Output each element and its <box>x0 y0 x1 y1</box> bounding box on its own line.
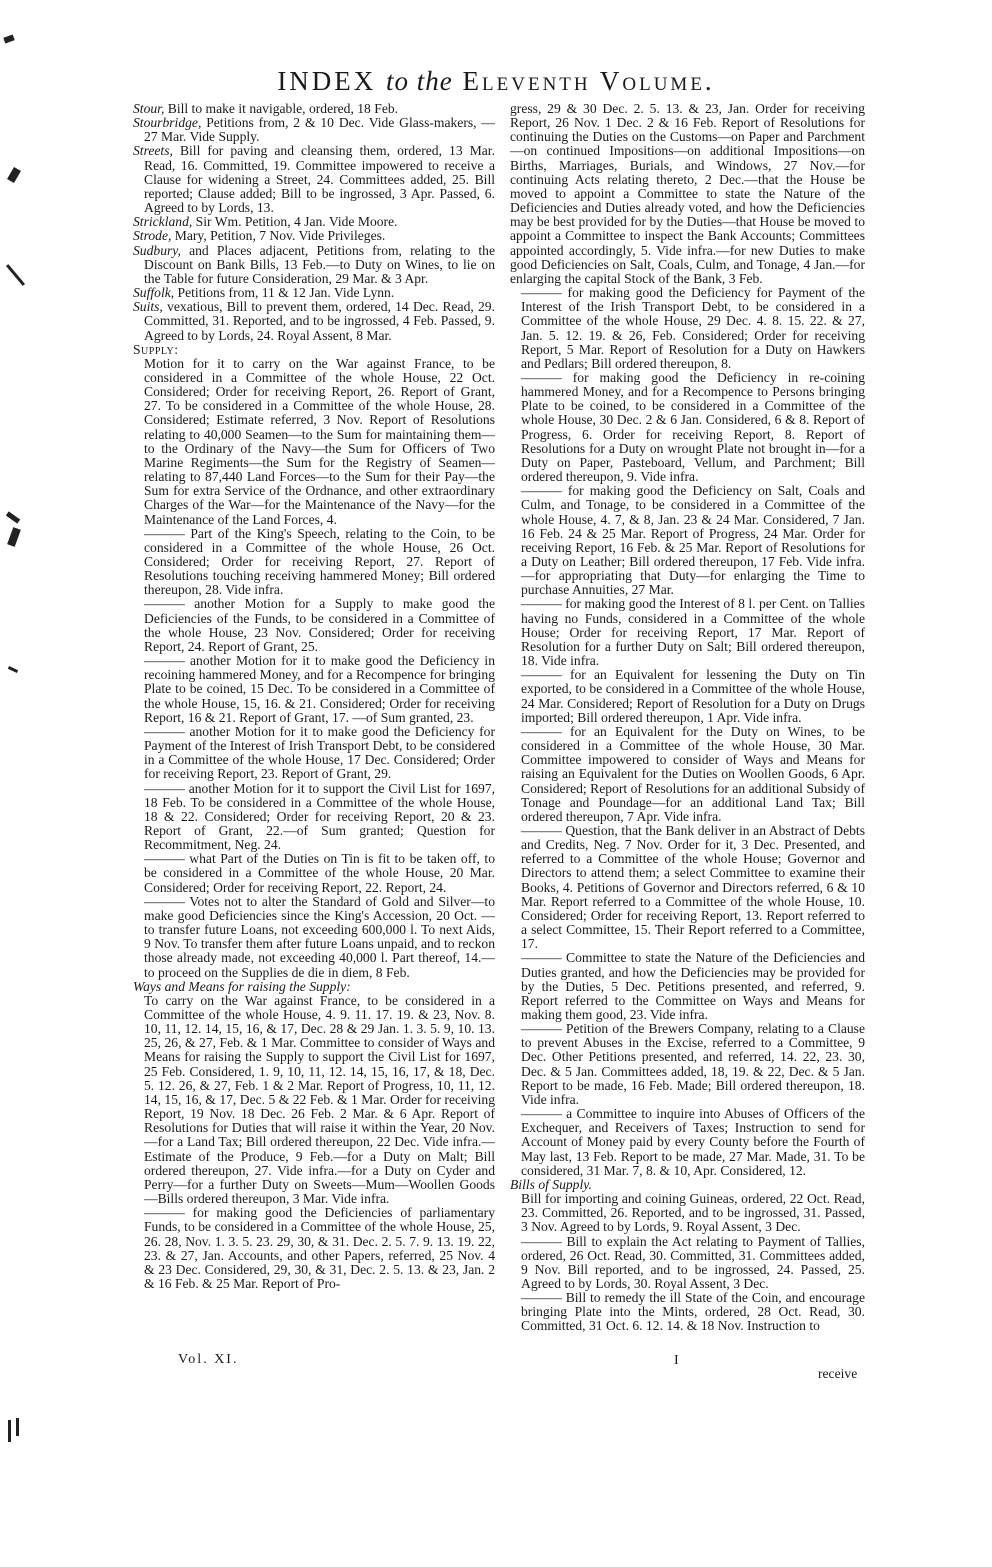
entry-rule: ——— <box>521 596 562 612</box>
index-entry <box>133 895 495 980</box>
entry-text: for making good the Deficiency in re-coining hammered Money, and for a Recompence to Persons bringing Plate to be coined, to be considered in a Committee of the whole House, 30 Dec. 2 & 6 Jan. Considered, 6 & 8. Report of Progress, 6. Order for receiving Report, 8. Report of Resolutions for a Duty on wrought Plate not brought in—for a Duty on Paper, Pasteboard, Vellum, and Parchment; Bill ordered thereupon, 9. Vide infra. <box>521 369 865 485</box>
entry-text: Petitions from, 11 & 12 Jan. Vide Lynn. <box>174 285 395 301</box>
volume-number: Vol. XI. <box>178 1352 239 1367</box>
entry-rule: ——— <box>144 780 185 796</box>
entry-text: another Motion for it to make good the Deficiency in recoining hammered Money, and for a Recompence for bringing Plate to be coined, 15 Dec. To be considered in a Committee of the whole House, 15, 16. & 21. Considered; Order for receiving Report, 16 & 21. Report of Grant, 17. —of Sum granted, 23. <box>144 653 495 725</box>
entry-text: vexatious, Bill to prevent them, ordered, 14 Dec. Read, 29. Committed, 31. Reported, and to be ingrossed, 4 Feb. Passed, 9. Agreed to by Lords, 24. Royal Assent, 8 Mar. <box>144 299 495 343</box>
signature-mark: I <box>674 1353 679 1368</box>
entry-text: Ways and Means for raising the Supply: <box>133 978 351 994</box>
page-title <box>0 64 992 98</box>
entry-rule: ——— <box>144 1205 185 1221</box>
entry-heading: Strode, <box>133 228 172 244</box>
title-to-the: to the <box>386 66 453 96</box>
index-entry <box>510 1022 865 1107</box>
entry-text: gress, 29 & 30 Dec. 2. 5. 13. & 23, Jan. Order for receiving Report, 26 Nov. 1 Dec. 2 & 16 Feb. Report of Resolutions for continuing the Duties on the Customs—on Paper and Parchment—on continued Impositions—on additional Impositions—on Births, Marriages, Burials, and Windows, 27 Nov.—for continuing Acts relating thereto, 2 Dec.—that the House be moved to appoint a Committee to state the Nature of the Deficiencies and Duties already voted, and how the Deficiencies may be best provided for by the Duties—that House be moved to appoint a Committee to inspect the Bank Accounts; Committees appointed accordingly, 5. Vide infra.—for new Duties to make good Deficiencies on Salt, Coals, Culm, and Tonage, 4 Jan.—for enlarging the capital Stock of the Bank, 3 Feb. <box>510 102 865 286</box>
right-column <box>510 102 865 1364</box>
index-entry <box>133 343 495 357</box>
index-entry <box>510 668 865 725</box>
index-entry <box>133 286 495 300</box>
index-entry <box>133 144 495 215</box>
margin-mark-wedge <box>6 511 20 523</box>
index-entry <box>133 852 495 894</box>
entry-heading: Suits, <box>133 299 163 315</box>
entry-text: Sir Wm. Petition, 4 Jan. Vide Moore. <box>192 214 398 230</box>
entry-text: a Committee to inquire into Abuses of Officers of the Exchequer, and Receivers of Taxes; Instruction to send for Account of Money paid by every County before the Fourth of May last, 13 Feb. Report to be made, 27 Mar. Made, 31. To be considered, 31 Mar. 7, 8. & 10, Apr. Considered, 12. <box>521 1106 865 1178</box>
entry-rule: ——— <box>521 1021 562 1037</box>
index-entry <box>133 980 495 994</box>
entry-text: what Part of the Duties on Tin is fit to be taken off, to be considered in a Committee of the whole House, 20 Mar. Considered; Order for receiving Report, 22. Report, 24. <box>144 851 495 895</box>
index-entry <box>133 357 495 527</box>
entry-rule: ——— <box>521 1233 562 1249</box>
index-entry <box>133 244 495 286</box>
entry-rule: ——— <box>521 950 562 966</box>
entry-text: Bill for importing and coining Guineas, ordered, 22 Oct. Read, 23. Committed, 26. Reported, and to be ingrossed, 31. Passed, 3 Nov. Agreed to by Lords, 9. Royal Assent, 3 Dec. <box>521 1191 865 1235</box>
index-entry <box>510 484 865 597</box>
index-entry <box>133 725 495 782</box>
title-index: INDEX <box>277 66 377 96</box>
index-entry <box>510 286 865 371</box>
index-entry <box>510 597 865 668</box>
entry-heading: Sudbury, <box>133 242 181 258</box>
index-entry <box>510 1107 865 1178</box>
entry-text: Petitions from, 2 & 10 Dec. Vide Glass-makers, —27 Mar. Vide Supply. <box>144 115 495 145</box>
entry-text: for making good the Deficiencies of parliamentary Funds, to be considered in a Committee of the whole House, 25, 26. 28, Nov. 1. 3. 5. 23. 29, 30, & 31. Dec. 2. 5. 7. 9. 13. 19. 22, 23. & 27, Jan. Accounts, and other Papers, referred, 25 Nov. 4 & 23 Dec. Considered, 29, 30, & 31, Dec. 2. 5. 13. & 23, Jan. 2 & 16 Feb. & 25 Mar. Report of Pro- <box>144 1205 495 1291</box>
entry-text: Mary, Petition, 7 Nov. Vide Privileges. <box>171 228 386 244</box>
entry-heading: Suffolk, <box>133 285 175 301</box>
index-entry <box>510 1192 865 1234</box>
entry-rule: ——— <box>521 369 562 385</box>
entry-text: Supply: <box>133 341 179 357</box>
entry-rule: ——— <box>144 596 185 612</box>
entry-heading: Streets, <box>133 143 173 159</box>
entry-heading: Strickland, <box>133 214 193 230</box>
left-column <box>133 102 495 1364</box>
entry-text: another Motion for it to make good the Deficiency for Payment of the Interest of Irish Transport Debt, to be considered in a Committee of the whole House, 17 Dec. Considered; Order for receiving Report, 23. Report of Grant, 29. <box>144 723 495 782</box>
entry-text: Bill to explain the Act relating to Payment of Tallies, ordered, 26 Oct. Read, 30. Committed, 31. Committees added, 9 Nov. Bill reported, and to be ingrossed, 24. Passed, 25. Agreed to by Lords, 30. Royal Assent, 3 Dec. <box>521 1233 865 1291</box>
index-entry <box>510 371 865 484</box>
entry-text: Votes not to alter the Standard of Gold and Silver—to make good Deficiencies since the King's Accession, 20 Oct. —to transfer future Loans, not exceeding 600,000 l. To next Aids, 9 Nov. To transfer them after future Loans unpaid, and to reckon those already made, not exceeding 40,000 l. Part thereof, 14.—to proceed on the Supplies de die in diem, 8 Feb. <box>144 893 495 980</box>
index-entry <box>133 527 495 598</box>
catchword: receive <box>818 1366 858 1381</box>
entry-text: Part of the King's Speech, relating to the Coin, to be considered in a Committee of the whole House, 26 Oct. Considered; Order for receiving Report, 27. Report of Resolutions touching receiving hammered Money; Bill ordered thereupon, 28. Vide infra. <box>144 525 495 598</box>
margin-mark-bottom <box>8 1420 11 1442</box>
index-entry <box>510 725 865 824</box>
index-entry <box>133 102 495 116</box>
entry-text: Bill for paving and cleansing them, ordered, 13 Mar. Read, 16. Committed, 19. Committee impowered to receive a Clause for widening a Street, 24. Committees added, 25. Bill reported; Clause added; Bill to be ingrossed, 3 Apr. Passed, 6. Agreed to by Lords, 13. <box>144 143 495 216</box>
index-entry <box>133 597 495 654</box>
entry-rule: ——— <box>521 1290 562 1306</box>
entry-text: Bill to make it navigable, ordered, 18 Feb. <box>164 102 399 116</box>
margin-mark-top <box>3 34 14 43</box>
index-entry <box>510 102 865 286</box>
entry-text: To carry on the War against France, to be considered in a Committee of the whole House, 4. 9. 11. 17. 19. & 23, Nov. 8. 10, 11, 12. 14, 15, 16, & 17, Dec. 28 & 29 Jan. 1. 3. 5. 9, 10. 13. 25, 26, & 27, Feb. & 1 Mar. Committee to consider of Ways and Means for raising the Supply to support the Civil List for 1697, 25 Feb. Considered, 1. 9, 10, 11, 12. 14, 15, 16, 17, & 18, Dec. 5. 12. 26, & 27, Feb. 1 & 2 Mar. Report of Progress, 10, 11, 12. 14, 15, 16, & 17, Dec. 5 & 22 Feb. & 1 Mar. Order for receiving Report, 19 Nov. 18 Dec. 26 Feb. 2 Mar. & 6 Apr. Report of Resolutions for Duties that will raise it within the Year, 20 Nov.—for a Land Tax; Bill ordered thereupon, 22 Dec. Vide infra.—Estimate of the Produce, 9 Feb.—for a Duty on Malt; Bill ordered thereupon, 27. Vide infra.—for a Duty on Cyder and Perry—for a further Duty on Sweets—Mum—Woollen Goods—Bills ordered thereupon, 3 Mar. Vide infra. <box>144 992 495 1207</box>
margin-mark-wedge-2 <box>7 527 21 547</box>
index-entry <box>510 1291 865 1333</box>
entry-rule: ——— <box>144 723 185 739</box>
entry-text: for an Equivalent for lessening the Duty on Tin exported, to be considered in a Committee of the whole House, 24 Mar. Considered; Report of Resolution for a Duty on Drugs imported; Bill ordered thereupon, 1 Apr. Vide infra. <box>521 667 865 725</box>
entry-text: Question, that the Bank deliver in an Abstract of Debts and Credits, Neg. 7 Nov. Order for it, 3 Dec. Presented, and referred to a Committee of the whole House; Governor and Directors to attend them; a select Committee to examine their Books, 4. Petitions of Governor and Directors referred, 6 & 10 Mar. Report referred to a Committee of the whole House, 10. Considered; Order for receiving Report, 13. Report referred to a select Committee, 15. Their Report referred to a Committee, 17. <box>521 822 865 952</box>
entry-rule: ——— <box>144 851 185 867</box>
margin-mark-bottom-2 <box>16 1418 19 1436</box>
index-entry <box>510 1235 865 1292</box>
margin-mark-slash <box>6 264 25 286</box>
entry-text: for making good the Interest of 8 l. per Cent. on Tallies having no Funds, considered in a Committee of the whole House; Order for receiving Report, 17 Mar. Report of Resolution for a further Duty on Salt; Bill ordered thereupon, 18. Vide infra. <box>521 596 865 669</box>
entry-rule: ——— <box>521 667 562 683</box>
entry-text: Petition of the Brewers Company, relating to a Clause to prevent Abuses in the Excise, referred to a Committee, 9 Dec. Other Petitions presented, and referred, 14. 22, 23. 30, Dec. & 5 Jan. Committees added, 18, 19. & 22, Dec. & 5 Jan. Report to be made, 16 Feb. Made; Bill ordered thereupon, 18. Vide infra. <box>521 1021 865 1107</box>
margin-mark-dash <box>8 666 18 673</box>
entry-rule: ——— <box>521 483 562 499</box>
entry-rule: ——— <box>144 525 185 541</box>
entry-heading: Stour, <box>133 102 165 116</box>
entry-rule: ——— <box>521 285 562 301</box>
entry-text: Bill to remedy the ill State of the Coin, and encourage bringing Plate into the Mints, ordered, 28 Oct. Read, 30. Committed, 31 Oct. 6. 12. 14. & 18 Nov. Instruction to <box>521 1290 865 1334</box>
index-entry <box>133 782 495 853</box>
entry-text: for making good the Deficiency for Payment of the Interest of the Irish Transport Debt, to be considered in a Committee of the whole House, 29 Dec. 4. 8. 15. 22. & 27, Jan. 5. 12. 19. & 26, Feb. Considered; Order for receiving Report, 5 Mar. Report of Resolution for a Duty on Hawkers and Pedlars; Bill ordered thereupon, 8. <box>521 285 865 371</box>
index-entry <box>133 215 495 229</box>
entry-text: and Places adjacent, Petitions from, relating to the Discount on Bank Bills, 13 Feb.—to Duty on Wines, to lie on the Table for future Consideration, 29 Mar. & 3 Apr. <box>144 242 495 286</box>
index-entry <box>133 300 495 342</box>
margin-mark-arrow <box>7 167 21 183</box>
entry-rule: ——— <box>521 1106 562 1122</box>
index-entry <box>133 229 495 243</box>
index-entry <box>133 116 495 144</box>
entry-text: another Motion for a Supply to make good the Deficiencies of the Funds, to be considered in a Committee of the whole House, 23 Nov. Considered; Order for receiving Report, 24. Report of Grant, 25. <box>144 596 495 654</box>
entry-text: Motion for it to carry on the War against France, to be considered in a Committee of the whole House, 22 Oct. Considered; Order for receiving Report, 26. Report of Grant, 27. To be considered in a Committee of the whole House, 28. Considered; Estimate referred, 3 Nov. Report of Resolutions relating to 40,000 Seamen—to the Sum for maintaining them—to the Ordinary of the Navy—the Sum for Officers of Two Marine Regiments—the Sum for the Registry of Seamen—relating to 87,440 Land Forces—to the Sum for their Pay—the Sum for extra Service of the Ordnance, and other extraordinary Charges of the War—for the Maintenance of the Navy—for the Maintenance of the Land Forces, 4. <box>144 355 495 527</box>
index-entry <box>133 1206 495 1291</box>
index-entry <box>510 1178 865 1192</box>
index-entry <box>133 994 495 1206</box>
entry-rule: ——— <box>144 893 185 909</box>
entry-rule: ——— <box>521 723 562 739</box>
index-entry <box>510 951 865 1022</box>
entry-rule: ——— <box>144 653 185 669</box>
title-volume: Eleventh Volume. <box>462 66 715 96</box>
entry-text: for making good the Deficiency on Salt, Coals and Culm, and Tonage, to be considered in a Committee of the whole House, 4. 7, & 8, Jan. 23 & 24 Mar. Considered, 7 Jan. 16 Feb. 24 & 25 Mar. Report of Progress, 24 Mar. Order for receiving Report, 16 Feb. & 25 Mar. Report of Resolutions for a Duty on Leather; Bill ordered thereupon, 17 Feb. Vide infra.—for appropriating that Duty—for enlarging the Time to purchase Annuities, 27 Mar. <box>521 483 865 598</box>
entry-heading: Stourbridge, <box>133 115 202 131</box>
entry-rule: ——— <box>521 822 562 838</box>
entry-text: for an Equivalent for the Duty on Wines, to be considered in a Committee of the whole House, 30 Mar. Committee impowered to consider of Ways and Means for raising an Equivalent for the Duties on Woollen Goods, 6 Apr. Considered; Report of Resolutions for an additional Subsidy of Tonage and Poundage—for an additional Land Tax; Bill ordered thereupon, 7 Apr. Vide infra. <box>521 723 865 824</box>
entry-text: Bills of Supply. <box>510 1176 592 1192</box>
index-entry <box>133 654 495 725</box>
entry-text: another Motion for it to support the Civil List for 1697, 18 Feb. To be considered in a Committee of the whole House, 18 & 22. Considered; Order for receiving Report, 20 & 23. Report of Grant, 22.—of Sum granted; Question for Recommitment, Neg. 24. <box>144 780 495 853</box>
index-entry <box>510 824 865 951</box>
entry-text: Committee to state the Nature of the Deficiencies and Duties granted, and how the Deficiencies may be provided for by the Duties, 5 Dec. Petitions presented, and referred, 9. Report referred to the Committee on Ways and Means for making them good, 23. Vide infra. <box>521 950 865 1022</box>
